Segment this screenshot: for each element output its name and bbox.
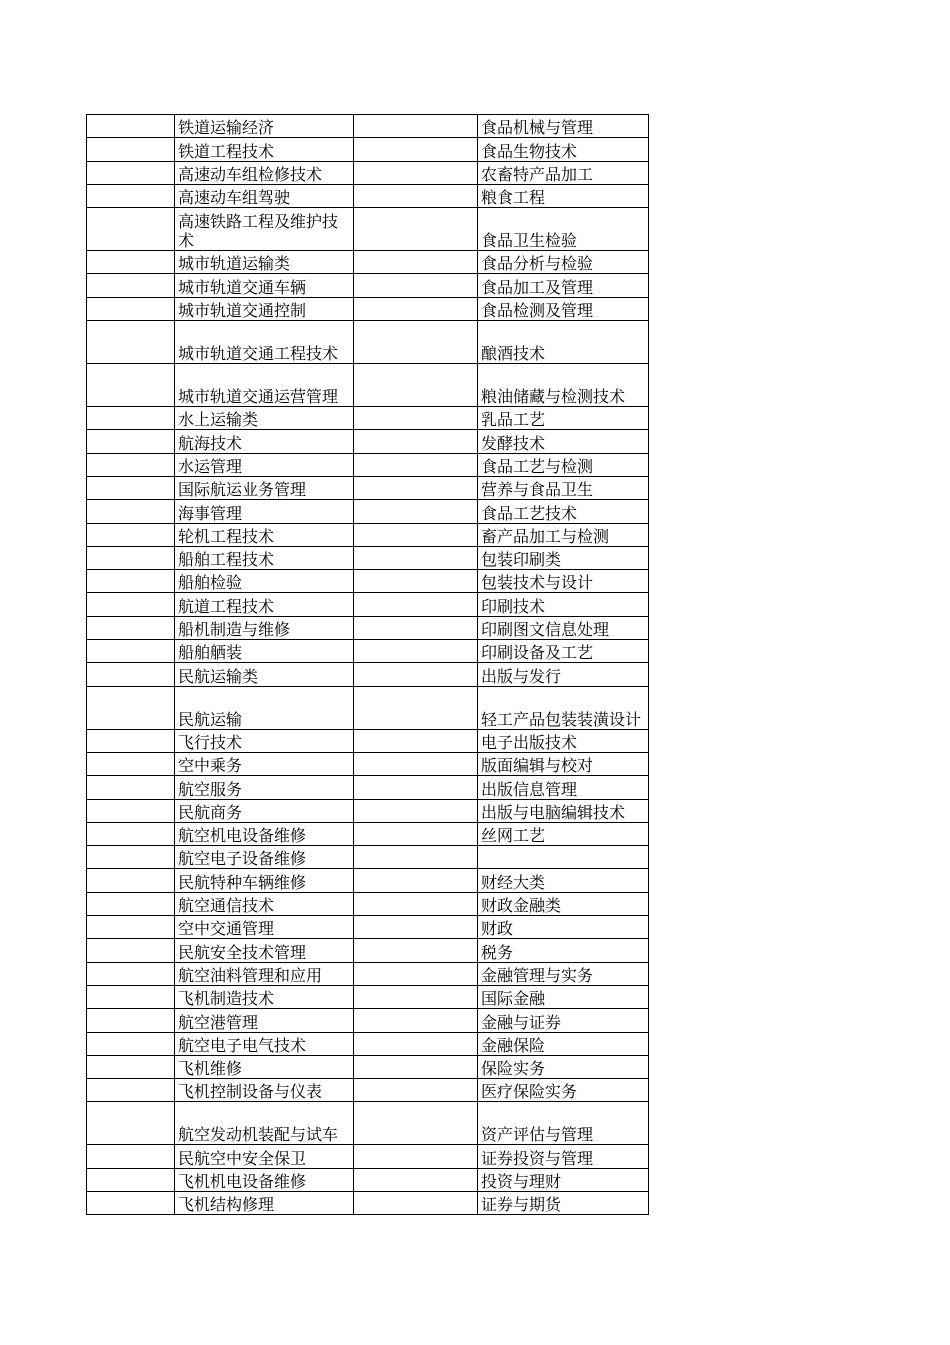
cell-major-left[interactable]: 船舶工程技术 <box>175 546 354 569</box>
cell-col-c[interactable] <box>354 729 478 752</box>
cell-major-right[interactable]: 畜产品加工与检测 <box>478 523 649 546</box>
cell-major-right[interactable]: 税务 <box>478 939 649 962</box>
cell-col-c[interactable] <box>354 1079 478 1102</box>
table-row <box>87 546 649 569</box>
cell-col-a[interactable] <box>87 453 175 476</box>
cell-col-c[interactable] <box>354 407 478 430</box>
cell-major-left[interactable]: 航空机电设备维修 <box>175 822 354 845</box>
cell-col-a[interactable] <box>87 430 175 453</box>
cell-major-left[interactable]: 空中交通管理 <box>175 916 354 939</box>
cell-major-left[interactable]: 水上运输类 <box>175 407 354 430</box>
cell-col-a[interactable] <box>87 1145 175 1168</box>
cell-col-c[interactable] <box>354 616 478 639</box>
cell-col-c[interactable] <box>354 208 478 251</box>
cell-col-c[interactable] <box>354 500 478 523</box>
cell-major-right[interactable]: 国际金融 <box>478 985 649 1008</box>
cell-major-left[interactable]: 城市轨道交通控制 <box>175 297 354 320</box>
cell-major-right[interactable]: 金融管理与实务 <box>478 962 649 985</box>
cell-major-left[interactable]: 航空港管理 <box>175 1009 354 1032</box>
cell-col-a[interactable] <box>87 593 175 616</box>
spreadsheet-table <box>86 114 649 1215</box>
cell-major-right[interactable]: 保险实务 <box>478 1055 649 1078</box>
cell-major-left[interactable]: 民航商务 <box>175 799 354 822</box>
cell-col-c[interactable] <box>354 161 478 184</box>
cell-major-right[interactable]: 食品生物技术 <box>478 138 649 161</box>
table-row <box>87 962 649 985</box>
cell-major-right[interactable]: 食品检测及管理 <box>478 297 649 320</box>
cell-col-c[interactable] <box>354 184 478 207</box>
table-row <box>87 1145 649 1168</box>
cell-major-right[interactable]: 包装印刷类 <box>478 546 649 569</box>
table-row <box>87 1009 649 1032</box>
cell-major-right[interactable]: 食品卫生检验 <box>478 208 649 251</box>
cell-col-c[interactable] <box>354 752 478 775</box>
cell-major-left[interactable]: 民航运输类 <box>175 663 354 686</box>
cell-major-left[interactable]: 民航运输 <box>175 686 354 729</box>
cell-major-left[interactable]: 飞机结构修理 <box>175 1191 354 1214</box>
table-row <box>87 161 649 184</box>
table-row <box>87 570 649 593</box>
cell-col-c[interactable] <box>354 321 478 364</box>
cell-major-left[interactable]: 飞机维修 <box>175 1055 354 1078</box>
cell-col-a[interactable] <box>87 184 175 207</box>
cell-col-a[interactable] <box>87 1009 175 1032</box>
cell-col-a[interactable] <box>87 939 175 962</box>
cell-col-a[interactable] <box>87 752 175 775</box>
cell-major-left[interactable]: 飞机制造技术 <box>175 985 354 1008</box>
cell-major-left[interactable]: 航空电子电气技术 <box>175 1032 354 1055</box>
cell-major-right[interactable]: 食品工艺技术 <box>478 500 649 523</box>
cell-col-c[interactable] <box>354 274 478 297</box>
table-body <box>87 115 649 1215</box>
cell-major-left[interactable]: 飞机控制设备与仪表 <box>175 1079 354 1102</box>
cell-col-a[interactable] <box>87 161 175 184</box>
table-row <box>87 640 649 663</box>
cell-col-c[interactable] <box>354 593 478 616</box>
cell-col-a[interactable] <box>87 616 175 639</box>
cell-col-a[interactable] <box>87 1055 175 1078</box>
cell-col-a[interactable] <box>87 1102 175 1145</box>
table-row <box>87 364 649 407</box>
cell-major-left[interactable]: 民航安全技术管理 <box>175 939 354 962</box>
cell-major-left[interactable]: 铁道工程技术 <box>175 138 354 161</box>
cell-col-a[interactable] <box>87 321 175 364</box>
cell-major-left[interactable]: 航空油料管理和应用 <box>175 962 354 985</box>
cell-major-right[interactable]: 出版信息管理 <box>478 776 649 799</box>
cell-major-left[interactable]: 船机制造与维修 <box>175 616 354 639</box>
cell-major-right[interactable]: 财政 <box>478 916 649 939</box>
cell-col-c[interactable] <box>354 546 478 569</box>
cell-col-c[interactable] <box>354 115 478 138</box>
cell-col-a[interactable] <box>87 407 175 430</box>
cell-col-c[interactable] <box>354 822 478 845</box>
cell-col-a[interactable] <box>87 1079 175 1102</box>
cell-col-a[interactable] <box>87 115 175 138</box>
cell-major-right[interactable]: 发酵技术 <box>478 430 649 453</box>
cell-col-c[interactable] <box>354 1032 478 1055</box>
cell-col-c[interactable] <box>354 962 478 985</box>
cell-major-left[interactable]: 海事管理 <box>175 500 354 523</box>
cell-col-a[interactable] <box>87 251 175 274</box>
cell-col-c[interactable] <box>354 1102 478 1145</box>
cell-major-right[interactable]: 食品分析与检验 <box>478 251 649 274</box>
cell-major-right[interactable]: 医疗保险实务 <box>478 1079 649 1102</box>
table-row <box>87 251 649 274</box>
table-row <box>87 500 649 523</box>
cell-col-a[interactable] <box>87 892 175 915</box>
cell-major-left[interactable]: 航空服务 <box>175 776 354 799</box>
table-row <box>87 593 649 616</box>
cell-col-a[interactable] <box>87 640 175 663</box>
table-row <box>87 663 649 686</box>
cell-major-right[interactable]: 乳品工艺 <box>478 407 649 430</box>
cell-major-right[interactable]: 版面编辑与校对 <box>478 752 649 775</box>
table-row <box>87 939 649 962</box>
table-row <box>87 916 649 939</box>
table-row <box>87 274 649 297</box>
cell-col-a[interactable] <box>87 546 175 569</box>
cell-major-right[interactable]: 酿酒技术 <box>478 321 649 364</box>
table-row <box>87 430 649 453</box>
cell-major-left[interactable]: 高速动车组驾驶 <box>175 184 354 207</box>
cell-col-a[interactable] <box>87 985 175 1008</box>
cell-major-right[interactable]: 证券与期货 <box>478 1191 649 1214</box>
cell-col-c[interactable] <box>354 1009 478 1032</box>
cell-col-a[interactable] <box>87 686 175 729</box>
cell-major-right[interactable]: 印刷图文信息处理 <box>478 616 649 639</box>
cell-major-left[interactable]: 航空发动机装配与试车 <box>175 1102 354 1145</box>
cell-col-c[interactable] <box>354 364 478 407</box>
cell-col-a[interactable] <box>87 729 175 752</box>
cell-major-left[interactable]: 水运管理 <box>175 453 354 476</box>
cell-col-c[interactable] <box>354 985 478 1008</box>
table-row <box>87 1079 649 1102</box>
cell-major-right[interactable]: 食品机械与管理 <box>478 115 649 138</box>
cell-col-a[interactable] <box>87 570 175 593</box>
table-row <box>87 138 649 161</box>
cell-col-a[interactable] <box>87 1168 175 1191</box>
cell-col-c[interactable] <box>354 686 478 729</box>
cell-major-left[interactable]: 城市轨道交通工程技术 <box>175 321 354 364</box>
cell-major-left[interactable]: 飞机机电设备维修 <box>175 1168 354 1191</box>
table-row <box>87 297 649 320</box>
table-row <box>87 1102 649 1145</box>
cell-major-right[interactable]: 证券投资与管理 <box>478 1145 649 1168</box>
cell-major-left[interactable]: 航海技术 <box>175 430 354 453</box>
table-row <box>87 846 649 869</box>
cell-major-left[interactable]: 城市轨道交通车辆 <box>175 274 354 297</box>
cell-col-c[interactable] <box>354 453 478 476</box>
cell-col-c[interactable] <box>354 138 478 161</box>
cell-major-right[interactable]: 营养与食品卫生 <box>478 476 649 499</box>
cell-major-right[interactable]: 出版与发行 <box>478 663 649 686</box>
table-row <box>87 686 649 729</box>
table-row <box>87 892 649 915</box>
table-row <box>87 799 649 822</box>
cell-major-right[interactable]: 财政金融类 <box>478 892 649 915</box>
cell-col-c[interactable] <box>354 523 478 546</box>
cell-major-left[interactable]: 航空电子设备维修 <box>175 846 354 869</box>
cell-col-c[interactable] <box>354 892 478 915</box>
cell-col-c[interactable] <box>354 251 478 274</box>
cell-col-a[interactable] <box>87 916 175 939</box>
cell-col-c[interactable] <box>354 776 478 799</box>
cell-major-right[interactable]: 包装技术与设计 <box>478 570 649 593</box>
cell-col-a[interactable] <box>87 364 175 407</box>
cell-col-a[interactable] <box>87 1032 175 1055</box>
cell-major-right[interactable]: 出版与电脑编辑技术 <box>478 799 649 822</box>
table-row <box>87 752 649 775</box>
table-row <box>87 616 649 639</box>
table-row <box>87 1168 649 1191</box>
cell-col-c[interactable] <box>354 1191 478 1214</box>
cell-col-c[interactable] <box>354 476 478 499</box>
cell-col-c[interactable] <box>354 869 478 892</box>
cell-col-c[interactable] <box>354 663 478 686</box>
cell-major-right[interactable]: 电子出版技术 <box>478 729 649 752</box>
cell-col-a[interactable] <box>87 274 175 297</box>
table-row <box>87 453 649 476</box>
table-row <box>87 208 649 251</box>
cell-major-right[interactable]: 粮油储藏与检测技术 <box>478 364 649 407</box>
cell-col-a[interactable] <box>87 500 175 523</box>
cell-col-a[interactable] <box>87 799 175 822</box>
cell-major-left[interactable]: 城市轨道交通运营管理 <box>175 364 354 407</box>
table-row <box>87 407 649 430</box>
cell-col-a[interactable] <box>87 476 175 499</box>
cell-major-left[interactable]: 航空通信技术 <box>175 892 354 915</box>
cell-major-right[interactable]: 资产评估与管理 <box>478 1102 649 1145</box>
table-row <box>87 1032 649 1055</box>
cell-major-left[interactable]: 高速动车组检修技术 <box>175 161 354 184</box>
cell-major-right[interactable]: 金融与证券 <box>478 1009 649 1032</box>
table-row <box>87 776 649 799</box>
table-row <box>87 476 649 499</box>
cell-major-left[interactable]: 民航特种车辆维修 <box>175 869 354 892</box>
cell-col-c[interactable] <box>354 916 478 939</box>
table-row <box>87 321 649 364</box>
cell-col-a[interactable] <box>87 962 175 985</box>
cell-col-a[interactable] <box>87 869 175 892</box>
table-row <box>87 729 649 752</box>
cell-major-right[interactable]: 食品加工及管理 <box>478 274 649 297</box>
cell-major-right[interactable]: 印刷设备及工艺 <box>478 640 649 663</box>
cell-col-c[interactable] <box>354 570 478 593</box>
cell-col-c[interactable] <box>354 1168 478 1191</box>
cell-major-right[interactable]: 财经大类 <box>478 869 649 892</box>
cell-col-a[interactable] <box>87 297 175 320</box>
cell-col-c[interactable] <box>354 939 478 962</box>
cell-col-c[interactable] <box>354 799 478 822</box>
cell-col-c[interactable] <box>354 430 478 453</box>
table-row <box>87 822 649 845</box>
cell-col-a[interactable] <box>87 1191 175 1214</box>
cell-major-right[interactable]: 农畜特产品加工 <box>478 161 649 184</box>
cell-major-right[interactable] <box>478 846 649 869</box>
cell-major-left[interactable]: 轮机工程技术 <box>175 523 354 546</box>
cell-major-right[interactable]: 印刷技术 <box>478 593 649 616</box>
cell-major-left[interactable]: 船舶检验 <box>175 570 354 593</box>
cell-major-right[interactable]: 轻工产品包装装潢设计 <box>478 686 649 729</box>
cell-col-c[interactable] <box>354 1145 478 1168</box>
table-row <box>87 869 649 892</box>
cell-major-left[interactable]: 高速铁路工程及维护技术 <box>175 208 354 251</box>
cell-col-a[interactable] <box>87 208 175 251</box>
cell-major-right[interactable]: 食品工艺与检测 <box>478 453 649 476</box>
cell-col-a[interactable] <box>87 776 175 799</box>
cell-col-a[interactable] <box>87 846 175 869</box>
table-row <box>87 985 649 1008</box>
cell-major-right[interactable]: 粮食工程 <box>478 184 649 207</box>
cell-major-right[interactable]: 金融保险 <box>478 1032 649 1055</box>
cell-col-a[interactable] <box>87 138 175 161</box>
table-row <box>87 184 649 207</box>
table-row <box>87 115 649 138</box>
cell-major-left[interactable]: 飞行技术 <box>175 729 354 752</box>
cell-major-left[interactable]: 空中乘务 <box>175 752 354 775</box>
cell-major-right[interactable]: 丝网工艺 <box>478 822 649 845</box>
cell-major-left[interactable]: 铁道运输经济 <box>175 115 354 138</box>
cell-major-left[interactable]: 民航空中安全保卫 <box>175 1145 354 1168</box>
cell-major-right[interactable]: 投资与理财 <box>478 1168 649 1191</box>
cell-col-a[interactable] <box>87 822 175 845</box>
table-row <box>87 1191 649 1214</box>
cell-col-a[interactable] <box>87 663 175 686</box>
cell-col-c[interactable] <box>354 297 478 320</box>
cell-col-c[interactable] <box>354 1055 478 1078</box>
table-row <box>87 1055 649 1078</box>
cell-major-left[interactable]: 国际航运业务管理 <box>175 476 354 499</box>
cell-col-c[interactable] <box>354 640 478 663</box>
table-row <box>87 523 649 546</box>
cell-col-a[interactable] <box>87 523 175 546</box>
cell-major-left[interactable]: 航道工程技术 <box>175 593 354 616</box>
cell-major-left[interactable]: 船舶舾装 <box>175 640 354 663</box>
cell-col-c[interactable] <box>354 846 478 869</box>
cell-major-left[interactable]: 城市轨道运输类 <box>175 251 354 274</box>
